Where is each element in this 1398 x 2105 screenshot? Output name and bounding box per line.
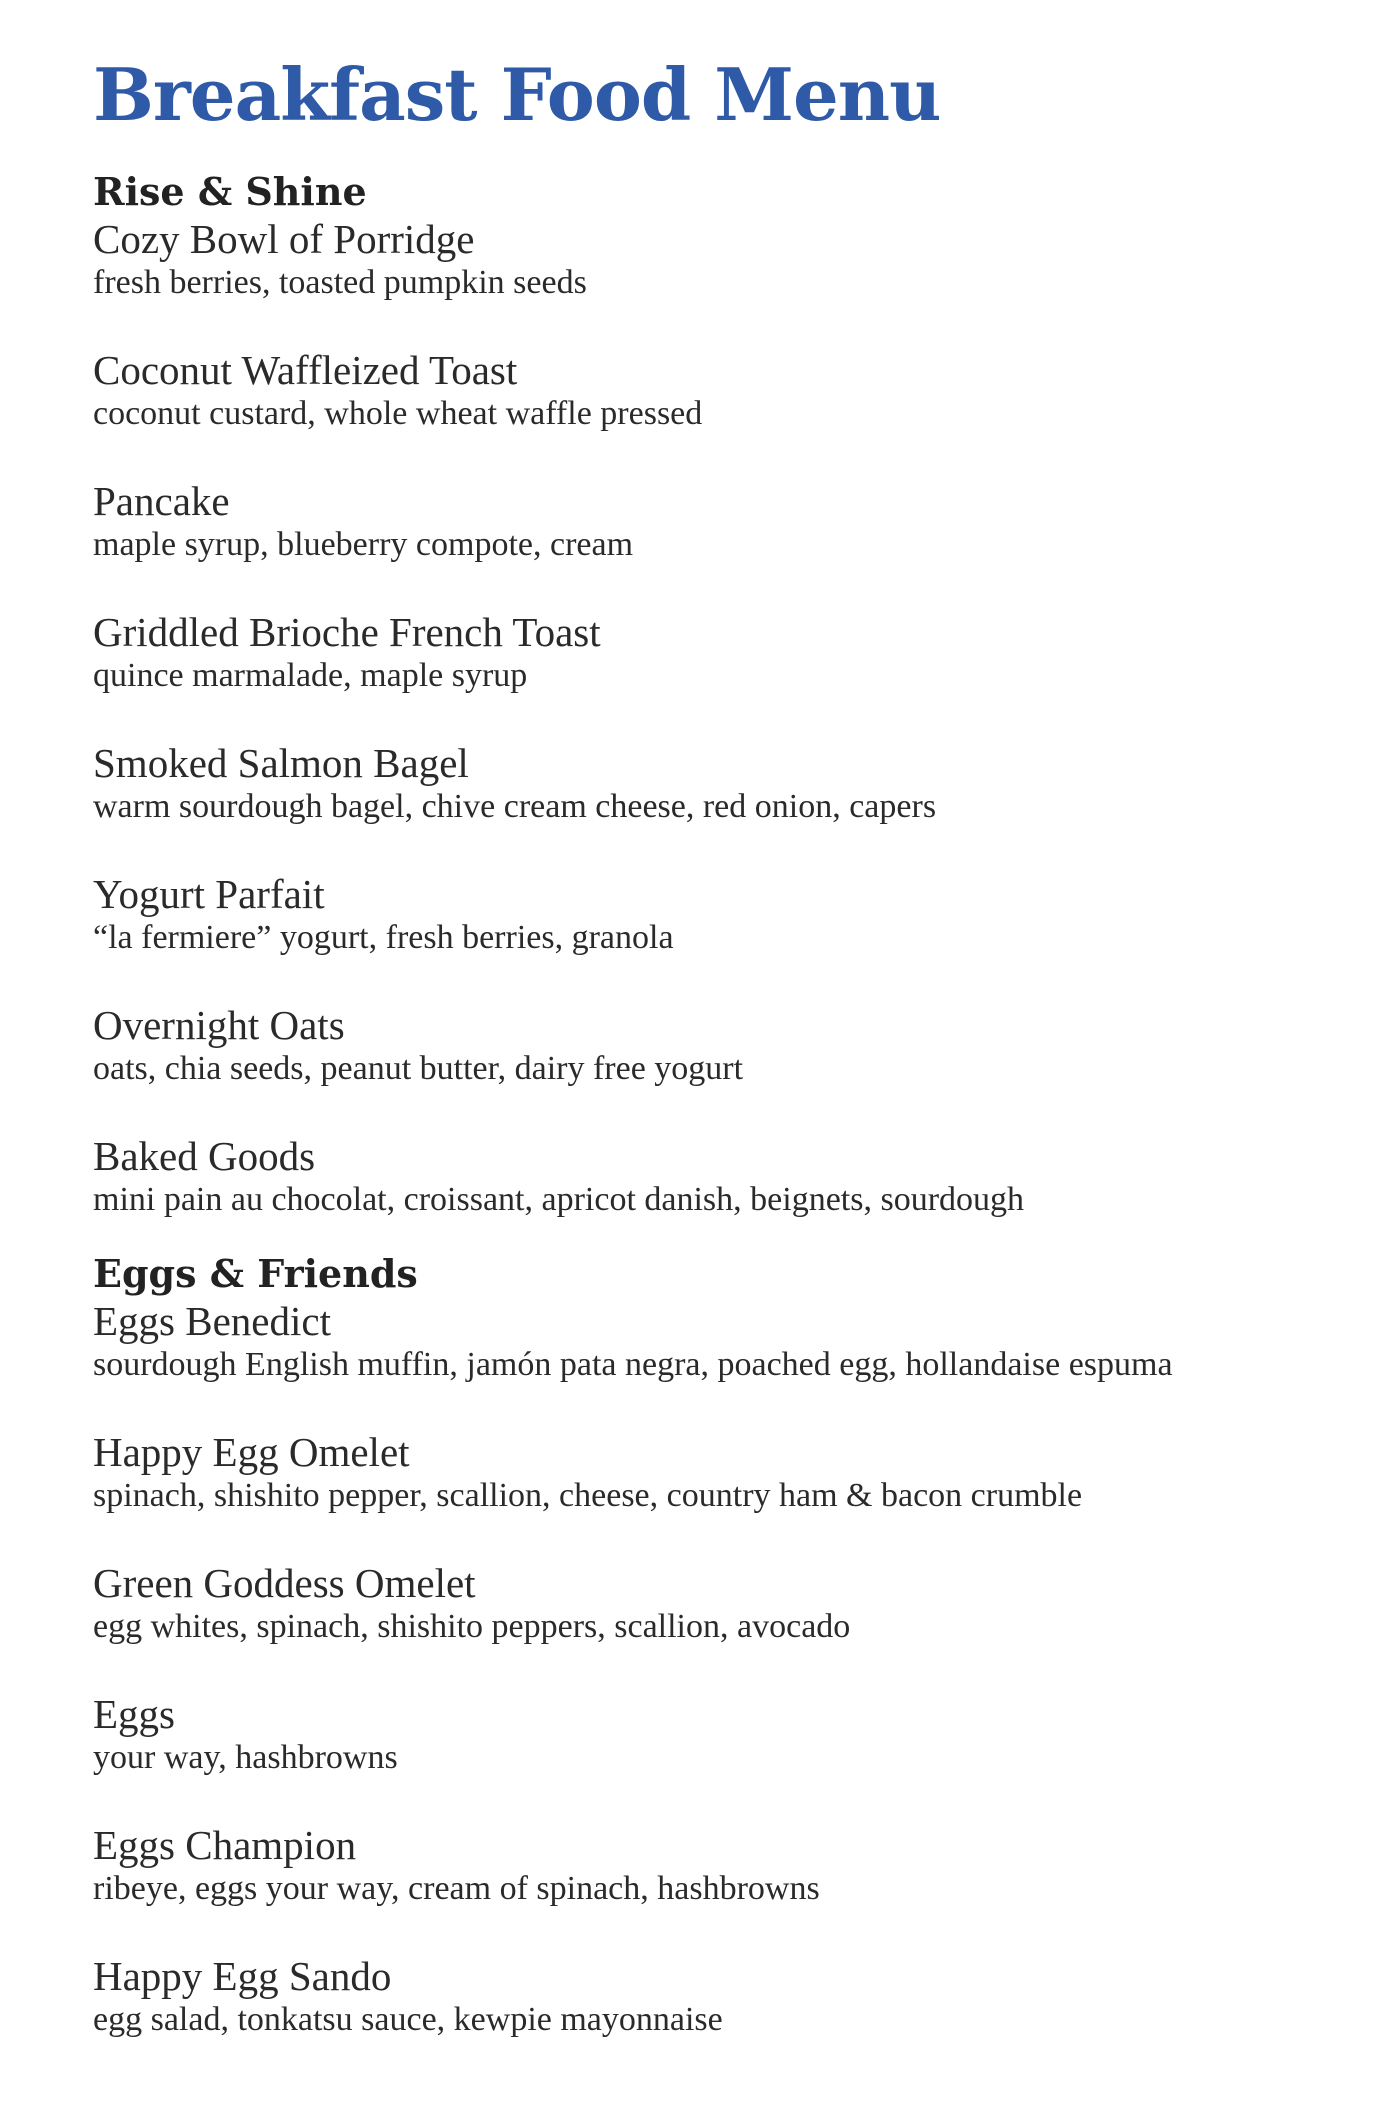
menu-item <box>93 740 1343 827</box>
item-name: Coconut Waffleized Toast <box>93 347 518 393</box>
item-name: Cozy Bowl of Porridge <box>93 216 475 262</box>
section-heading: Eggs & Friends <box>93 1251 418 1296</box>
menu-item <box>93 1298 1343 1385</box>
menu-item <box>93 478 1343 565</box>
menu-item <box>93 871 1343 958</box>
item-name: Pancake <box>93 478 230 524</box>
item-description: sourdough English muffin, jamón pata negra, poached egg, hollandaise espuma <box>93 1346 1173 1383</box>
item-description: your way, hashbrowns <box>93 1739 398 1776</box>
menu-item <box>93 216 1343 303</box>
item-description: fresh berries, toasted pumpkin seeds <box>93 264 587 301</box>
section-rise-and-shine <box>93 168 1343 1220</box>
item-description: oats, chia seeds, peanut butter, dairy free yogurt <box>93 1050 744 1087</box>
menu-item <box>93 347 1343 434</box>
menu-item <box>93 609 1343 696</box>
item-description: “la fermiere” yogurt, fresh berries, granola <box>93 919 674 956</box>
item-description: mini pain au chocolat, croissant, apricot danish, beignets, sourdough <box>93 1181 1025 1218</box>
item-description: warm sourdough bagel, chive cream cheese, red onion, capers <box>93 788 937 825</box>
item-name: Happy Egg Omelet <box>93 1429 410 1475</box>
item-description: spinach, shishito pepper, scallion, cheese, country ham & bacon crumble <box>93 1477 1083 1514</box>
item-name: Eggs <box>93 1691 175 1737</box>
menu-item <box>93 1429 1343 1516</box>
page-title: Breakfast Food Menu <box>93 52 941 137</box>
item-name: Yogurt Parfait <box>93 871 325 917</box>
item-description: maple syrup, blueberry compote, cream <box>93 526 634 563</box>
item-description: egg salad, tonkatsu sauce, kewpie mayonnaise <box>93 2001 723 2038</box>
item-name: Eggs Champion <box>93 1822 357 1868</box>
section-heading: Rise & Shine <box>93 169 367 214</box>
menu-item <box>93 1560 1343 1647</box>
item-name: Green Goddess Omelet <box>93 1560 476 1606</box>
item-description: coconut custard, whole wheat waffle pressed <box>93 395 703 432</box>
section-eggs-and-friends <box>93 1250 1343 2040</box>
menu-item <box>93 1822 1343 1909</box>
menu-item <box>93 1691 1343 1778</box>
item-description: quince marmalade, maple syrup <box>93 657 528 694</box>
item-name: Eggs Benedict <box>93 1298 331 1344</box>
item-name: Baked Goods <box>93 1133 316 1179</box>
item-name: Happy Egg Sando <box>93 1953 392 1999</box>
menu-item <box>93 1002 1343 1089</box>
item-name: Smoked Salmon Bagel <box>93 740 469 786</box>
item-name: Overnight Oats <box>93 1002 345 1048</box>
item-name: Griddled Brioche French Toast <box>93 609 601 655</box>
item-description: egg whites, spinach, shishito peppers, scallion, avocado <box>93 1608 851 1645</box>
menu-item <box>93 1953 1343 2040</box>
item-description: ribeye, eggs your way, cream of spinach, hashbrowns <box>93 1870 820 1907</box>
menu-item <box>93 1133 1343 1220</box>
